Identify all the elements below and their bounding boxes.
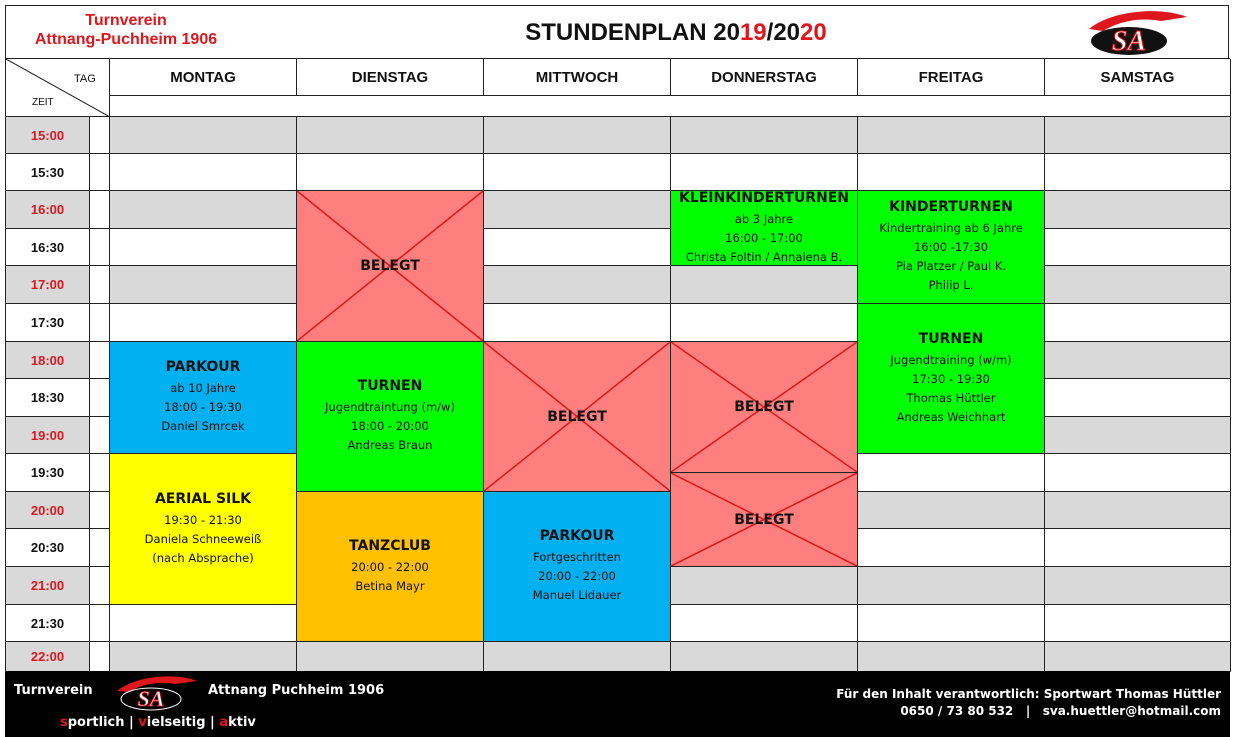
belegt-label: BELEGT <box>734 399 794 415</box>
event-block <box>110 342 297 454</box>
time-spacer <box>90 304 110 342</box>
event-detail: 16:00 -17:30 <box>913 240 989 254</box>
belegt-block <box>671 342 858 473</box>
time-spacer <box>90 454 110 492</box>
slot-cell <box>110 191 297 229</box>
footer-club: Turnverein <box>14 683 93 698</box>
time-label: 15:00 <box>6 117 90 154</box>
slot-cell <box>671 605 858 642</box>
event-detail: Andreas Braun <box>347 438 433 452</box>
slot-cell <box>1045 567 1231 605</box>
time-spacer <box>90 266 110 304</box>
header-subrow <box>110 96 1231 117</box>
event-title: KINDERTURNEN <box>889 199 1013 215</box>
logo-text: SA <box>1111 26 1147 57</box>
time-spacer <box>90 154 110 191</box>
slot-cell <box>858 454 1045 492</box>
event-block <box>110 454 297 605</box>
time-label: 18:30 <box>6 379 90 417</box>
slot-cell <box>297 117 484 154</box>
slot-cell <box>1045 642 1231 672</box>
time-spacer <box>90 417 110 454</box>
event-detail: 20:00 - 22:00 <box>351 559 429 574</box>
time-spacer <box>90 117 110 154</box>
slot-cell <box>110 229 297 266</box>
time-spacer <box>90 567 110 605</box>
time-label: 16:30 <box>6 229 90 266</box>
slot-cell <box>1045 117 1231 154</box>
time-label: 19:00 <box>6 417 90 454</box>
event-block <box>671 191 858 266</box>
event-detail: Daniel Smrcek <box>161 419 245 433</box>
title-year2: 20 <box>800 19 827 46</box>
day-header: DONNERSTAG <box>671 59 858 96</box>
slot-cell <box>110 117 297 154</box>
footer <box>5 671 1230 737</box>
time-label: 22:00 <box>6 642 90 672</box>
slot-cell <box>858 117 1045 154</box>
time-spacer <box>90 529 110 567</box>
slot-cell <box>297 154 484 191</box>
time-label: 20:00 <box>6 492 90 529</box>
belegt-label: BELEGT <box>547 408 607 425</box>
slot-cell <box>1045 454 1231 492</box>
slot-cell <box>671 266 858 304</box>
slot-cell <box>297 642 484 672</box>
day-header: MONTAG <box>110 59 297 96</box>
time-label: 15:30 <box>6 154 90 191</box>
slot-cell <box>671 154 858 191</box>
time-label: 16:00 <box>6 191 90 229</box>
time-label: 18:00 <box>6 342 90 379</box>
slot-cell <box>1045 154 1231 191</box>
time-spacer <box>90 379 110 417</box>
event-detail: 16:00 - 17:00 <box>725 230 803 245</box>
slot-cell <box>484 154 671 191</box>
slot-cell <box>484 191 671 229</box>
time-spacer <box>90 642 110 672</box>
time-spacer <box>90 342 110 379</box>
footer-logo <box>113 675 199 711</box>
time-label: 17:00 <box>6 266 90 304</box>
title-mid: /20 <box>766 19 801 46</box>
slot-cell <box>858 642 1045 672</box>
time-spacer <box>90 229 110 266</box>
event-title: PARKOUR <box>165 359 241 375</box>
tag-zeit-corner <box>6 59 110 117</box>
schedule-header <box>5 5 1229 59</box>
slot-cell <box>110 304 297 342</box>
event-detail: Philip L. <box>928 278 974 292</box>
slot-cell <box>110 642 297 672</box>
event-detail: ab 10 Jahre <box>170 381 236 395</box>
club-logo <box>1083 9 1191 57</box>
event-detail: 17:30 - 19:30 <box>912 371 990 386</box>
event-detail: Jugendtraining (w/m) <box>890 352 1012 367</box>
event-detail: 19:30 - 21:30 <box>164 512 242 527</box>
time-label: 20:30 <box>6 529 90 567</box>
event-detail: Christa Foltin / Annalena B. <box>685 249 843 264</box>
title-year1: 19 <box>739 19 767 46</box>
event-title: AERIAL SILK <box>154 490 252 507</box>
event-title: TURNEN <box>918 330 984 347</box>
time-label: 17:30 <box>6 304 90 342</box>
belegt-block <box>484 342 671 492</box>
slot-cell <box>671 567 858 605</box>
day-header: MITTWOCH <box>484 59 671 96</box>
slot-cell <box>484 266 671 304</box>
slot-cell <box>110 266 297 304</box>
event-detail: Fortgeschritten <box>533 550 621 564</box>
slot-cell <box>484 642 671 672</box>
event-title: TURNEN <box>357 378 423 394</box>
slot-cell <box>858 154 1045 191</box>
slot-cell <box>484 304 671 342</box>
time-label: 19:30 <box>6 454 90 492</box>
footer-contact: 0650 / 73 80 532 | sva.huettler@hotmail.com <box>900 704 1221 718</box>
event-block <box>484 492 671 642</box>
time-label: 21:00 <box>6 567 90 605</box>
slot-cell <box>1045 529 1231 567</box>
slot-cell <box>110 154 297 191</box>
footer-email-link[interactable]: sva.huettler@hotmail.com <box>1042 704 1221 718</box>
footer-responsible: Für den Inhalt verantwortlich: Sportwart Thomas Hüttler <box>836 687 1221 701</box>
club-name <box>6 11 246 49</box>
footer-logo-text: SA <box>137 686 165 711</box>
day-header: FREITAG <box>858 59 1045 96</box>
page-title <box>406 19 946 47</box>
slot-cell <box>1045 342 1231 379</box>
slot-cell <box>858 529 1045 567</box>
day-header: SAMSTAG <box>1045 59 1231 96</box>
event-detail: (nach Absprache) <box>152 550 254 565</box>
slot-cell <box>1045 304 1231 342</box>
event-detail: Betina Mayr <box>355 578 425 593</box>
event-detail: 18:00 - 20:00 <box>351 419 429 433</box>
event-detail: Jugendtraintung (m/w) <box>325 400 455 414</box>
slot-cell <box>671 304 858 342</box>
schedule-grid <box>5 58 1230 671</box>
footer-city: Attnang Puchheim 1906 <box>208 683 385 698</box>
slot-cell <box>858 492 1045 529</box>
event-detail: Pia Platzer / Paul K. <box>895 259 1007 273</box>
event-detail: Daniela Schneeweiß <box>144 531 262 546</box>
club-name-line1: Turnverein <box>85 12 167 29</box>
slot-cell <box>671 642 858 672</box>
event-detail: ab 3 Jahre <box>734 211 794 226</box>
slot-cell <box>110 605 297 642</box>
event-detail: Thomas Hüttler <box>906 390 996 405</box>
slot-cell <box>671 117 858 154</box>
belegt-label: BELEGT <box>734 511 794 528</box>
belegt-block <box>671 473 858 567</box>
event-title: KLEINKINDERTURNEN <box>678 189 850 206</box>
event-detail: Kindertraining ab 6 Jahre <box>879 221 1023 235</box>
event-detail: Andreas Weichhart <box>896 409 1006 424</box>
belegt-label: BELEGT <box>360 258 420 274</box>
club-name-line2: Attnang-Puchheim 1906 <box>34 31 218 48</box>
time-label: 21:30 <box>6 605 90 642</box>
slot-cell <box>484 229 671 266</box>
slot-cell <box>1045 266 1231 304</box>
event-detail: 18:00 - 19:30 <box>164 400 242 414</box>
slot-cell <box>484 117 671 154</box>
slot-cell <box>1045 379 1231 417</box>
time-spacer <box>90 191 110 229</box>
time-spacer <box>90 605 110 642</box>
event-detail: 20:00 - 22:00 <box>538 569 616 583</box>
slot-cell <box>1045 492 1231 529</box>
belegt-block <box>297 191 484 342</box>
event-block <box>858 304 1045 454</box>
title-prefix: STUNDENPLAN 20 <box>525 19 740 46</box>
event-block <box>858 191 1045 304</box>
event-title: TANZCLUB <box>349 537 431 554</box>
slot-cell <box>1045 229 1231 266</box>
day-header: DIENSTAG <box>297 59 484 96</box>
slot-cell <box>858 567 1045 605</box>
event-detail: Manuel Lidauer <box>532 588 622 602</box>
event-title: PARKOUR <box>539 528 615 544</box>
event-block <box>297 342 484 492</box>
footer-phone: 0650 / 73 80 532 <box>900 704 1014 718</box>
zeit-label: ZEIT <box>32 97 54 108</box>
footer-motto: sportlich | vielseitig | aktiv <box>60 715 256 730</box>
slot-cell <box>858 605 1045 642</box>
slot-cell <box>1045 191 1231 229</box>
time-spacer <box>90 492 110 529</box>
tag-label: TAG <box>74 73 96 85</box>
event-block <box>297 492 484 642</box>
slot-cell <box>1045 417 1231 454</box>
slot-cell <box>1045 605 1231 642</box>
